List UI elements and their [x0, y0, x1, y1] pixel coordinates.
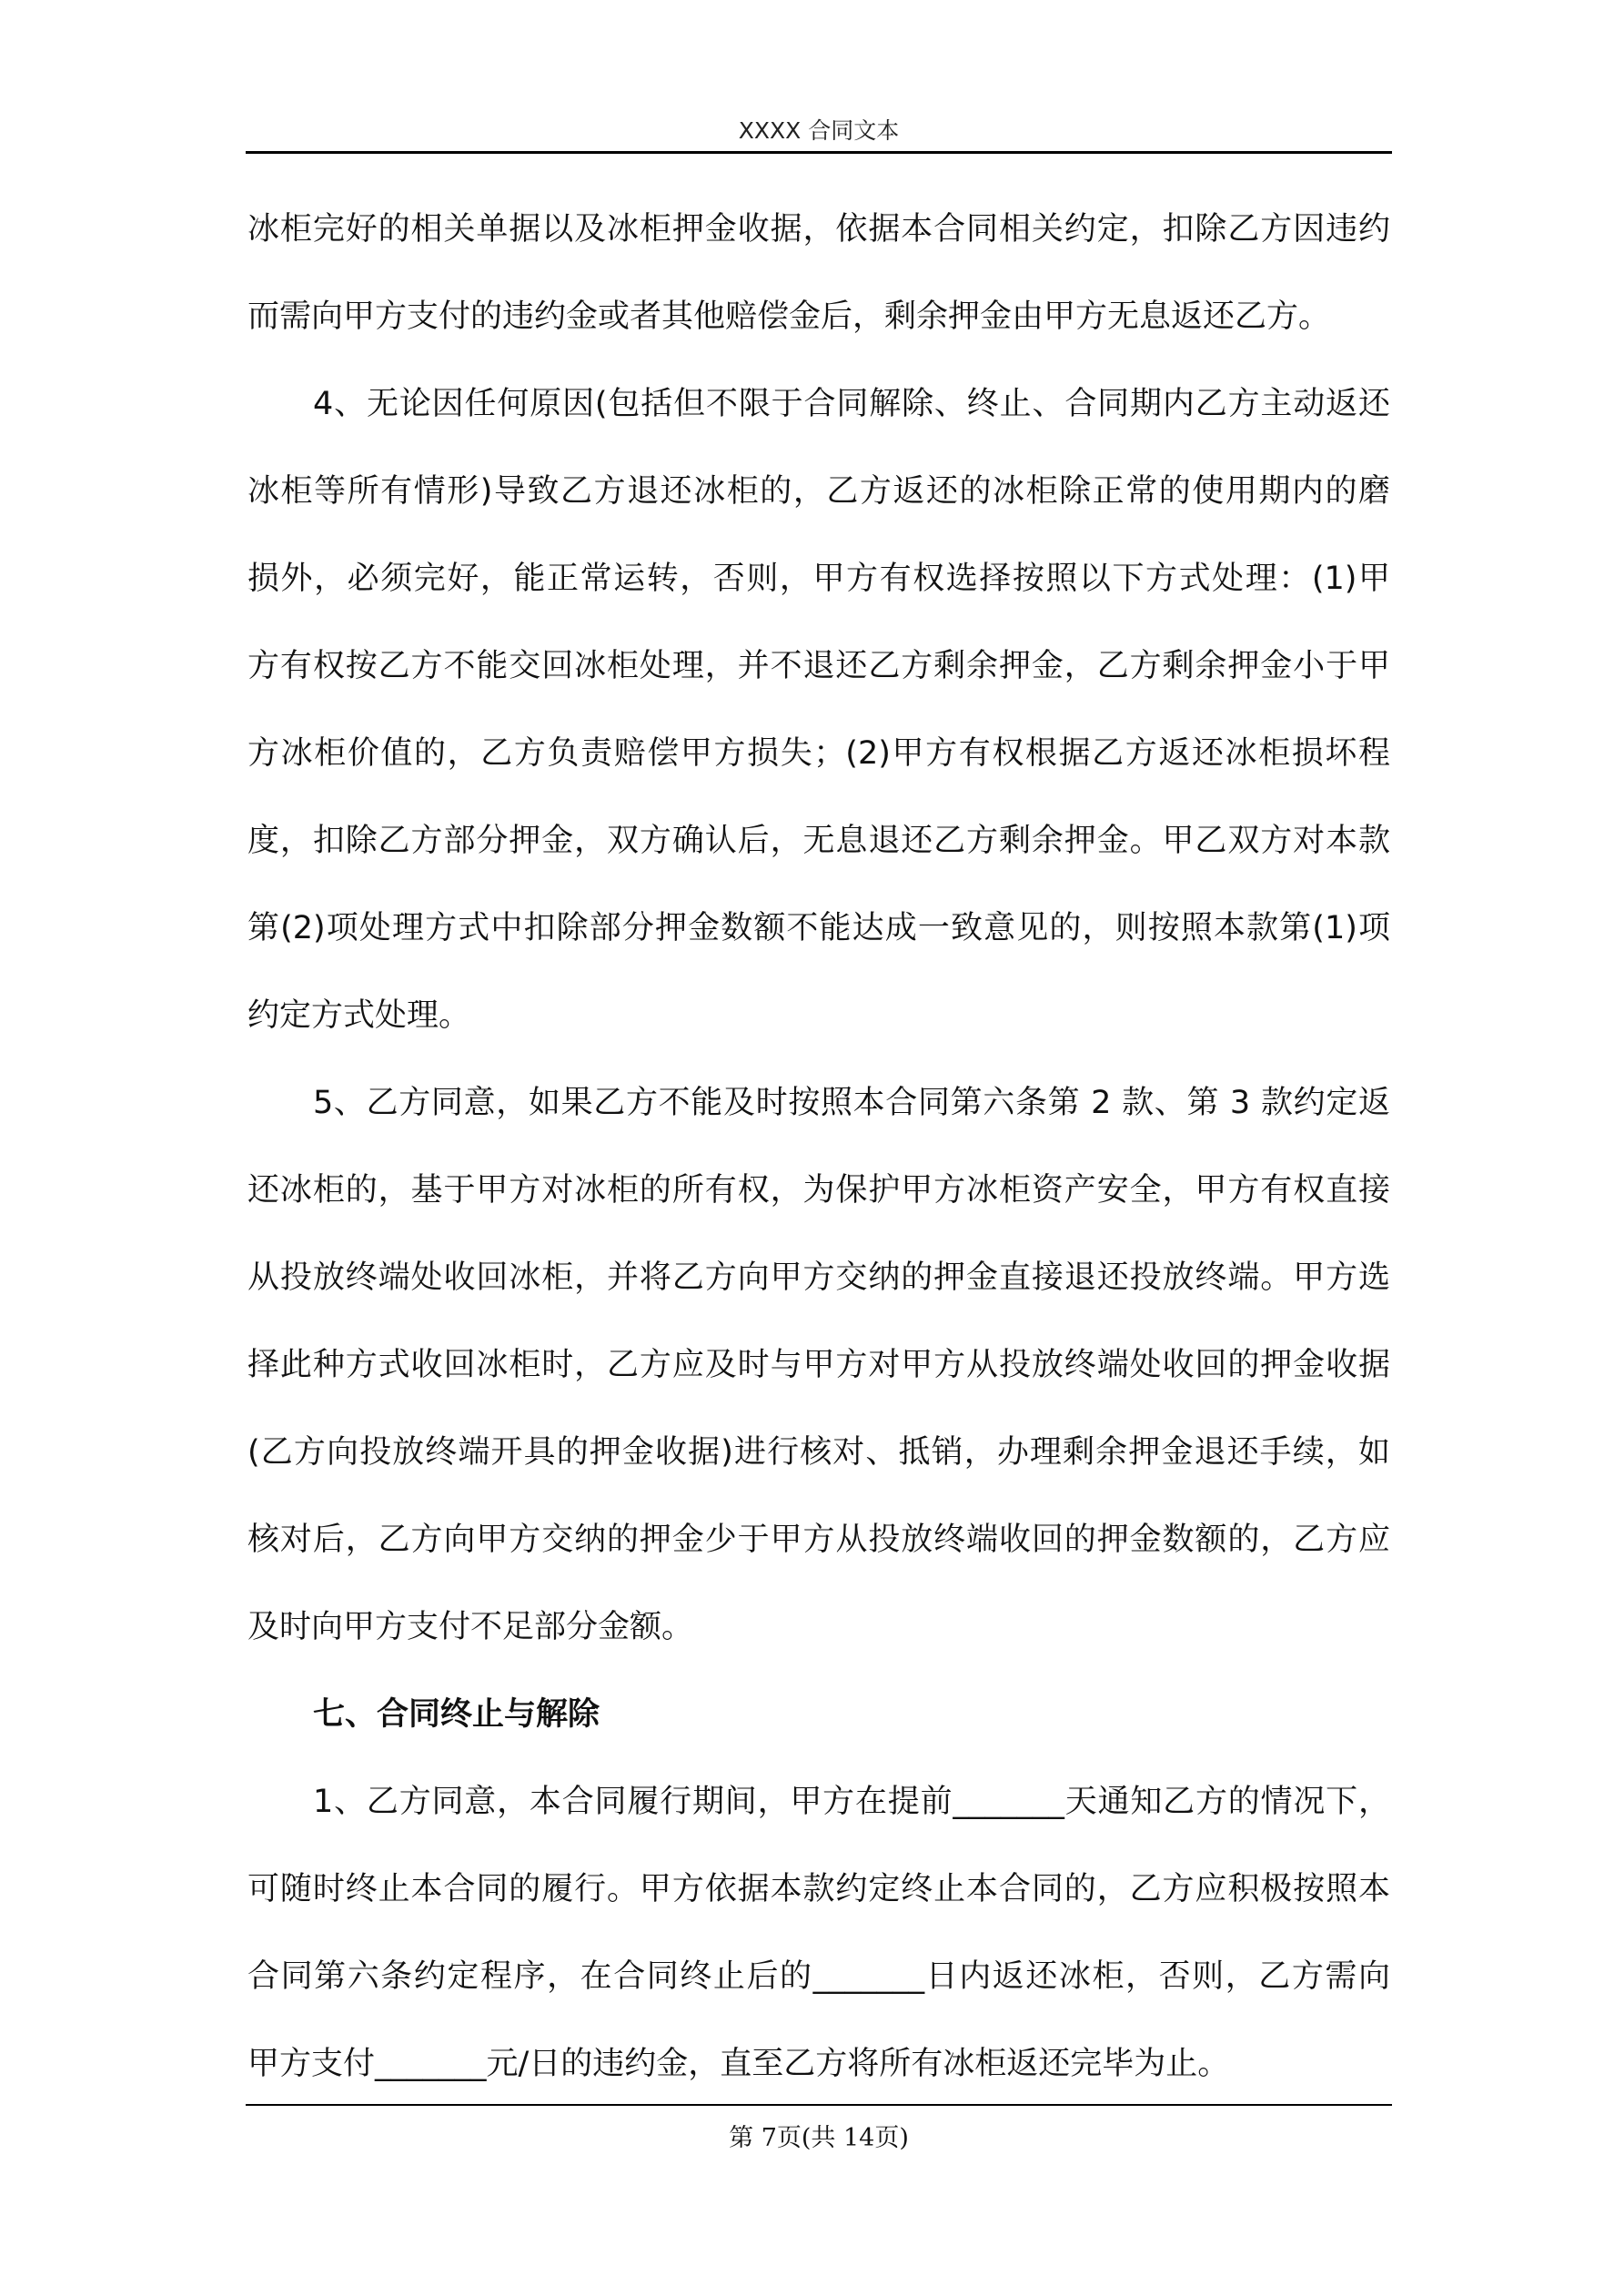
text-line: 5、乙方同意，如果乙方不能及时按照本合同第六条第 2 款、第 3 款约定返: [313, 1085, 1390, 1121]
text-line: 从投放终端处收回冰柜，并将乙方向甲方交纳的押金直接退还投放终端。甲方选: [247, 1259, 1390, 1296]
header-divider: [246, 151, 1392, 154]
page-number: 第 7页(共 14页): [729, 2124, 909, 2152]
text-line: 约定方式处理。: [247, 997, 471, 1034]
text-line: 第(2)项处理方式中扣除部分押金数额不能达成一致意见的，则按照本款第(1)项: [247, 910, 1390, 946]
text-line: 还冰柜的，基于甲方对冰柜的所有权，为保护甲方冰柜资产安全，甲方有权直接: [247, 1172, 1390, 1209]
text-line: 甲方支付_______元/日的违约金，直至乙方将所有冰柜返还完毕为止。: [247, 2046, 1230, 2082]
text-line: 1、乙方同意，本合同履行期间，甲方在提前_______天通知乙方的情况下，: [313, 1784, 1390, 1820]
text-line: 而需向甲方支付的违约金或者其他赔偿金后，剩余押金由甲方无息返还乙方。: [247, 298, 1331, 335]
text-line: 方有权按乙方不能交回冰柜处理，并不退还乙方剩余押金，乙方剩余押金小于甲: [247, 648, 1390, 684]
text-line: 合同第六条约定程序，在合同终止后的_______日内返还冰柜，否则，乙方需向: [247, 1958, 1390, 1995]
text-line: 度，扣除乙方部分押金，双方确认后，无息退还乙方剩余押金。甲乙双方对本款: [247, 823, 1390, 859]
page-header: XXXX 合同文本: [738, 117, 900, 144]
footer-divider: [246, 2104, 1392, 2106]
text-line: 损外，必须完好，能正常运转，否则，甲方有权选择按照以下方式处理：(1)甲: [247, 561, 1390, 597]
text-line: 冰柜完好的相关单据以及冰柜押金收据，依据本合同相关约定，扣除乙方因违约: [247, 211, 1390, 248]
text-line: 及时向甲方支付不足部分金额。: [247, 1609, 694, 1645]
text-line: 择此种方式收回冰柜时，乙方应及时与甲方对甲方从投放终端处收回的押金收据: [247, 1347, 1390, 1383]
text-line: 方冰柜价值的，乙方负责赔偿甲方损失；(2)甲方有权根据乙方返还冰柜损坏程: [247, 735, 1390, 772]
text-line: (乙方向投放终端开具的押金收据)进行核对、抵销，办理剩余押金退还手续，如: [247, 1434, 1390, 1471]
text-line: 4、无论因任何原因(包括但不限于合同解除、终止、合同期内乙方主动返还: [313, 386, 1390, 422]
section-heading: 七、合同终止与解除: [313, 1696, 600, 1733]
text-line: 可随时终止本合同的履行。甲方依据本款约定终止本合同的，乙方应积极按照本: [247, 1871, 1390, 1907]
document-body: [247, 204, 1390, 2126]
text-line: 核对后，乙方向甲方交纳的押金少于甲方从投放终端收回的押金数额的，乙方应: [247, 1522, 1390, 1558]
text-line: 冰柜等所有情形)导致乙方退还冰柜的，乙方返还的冰柜除正常的使用期内的磨: [247, 473, 1390, 510]
